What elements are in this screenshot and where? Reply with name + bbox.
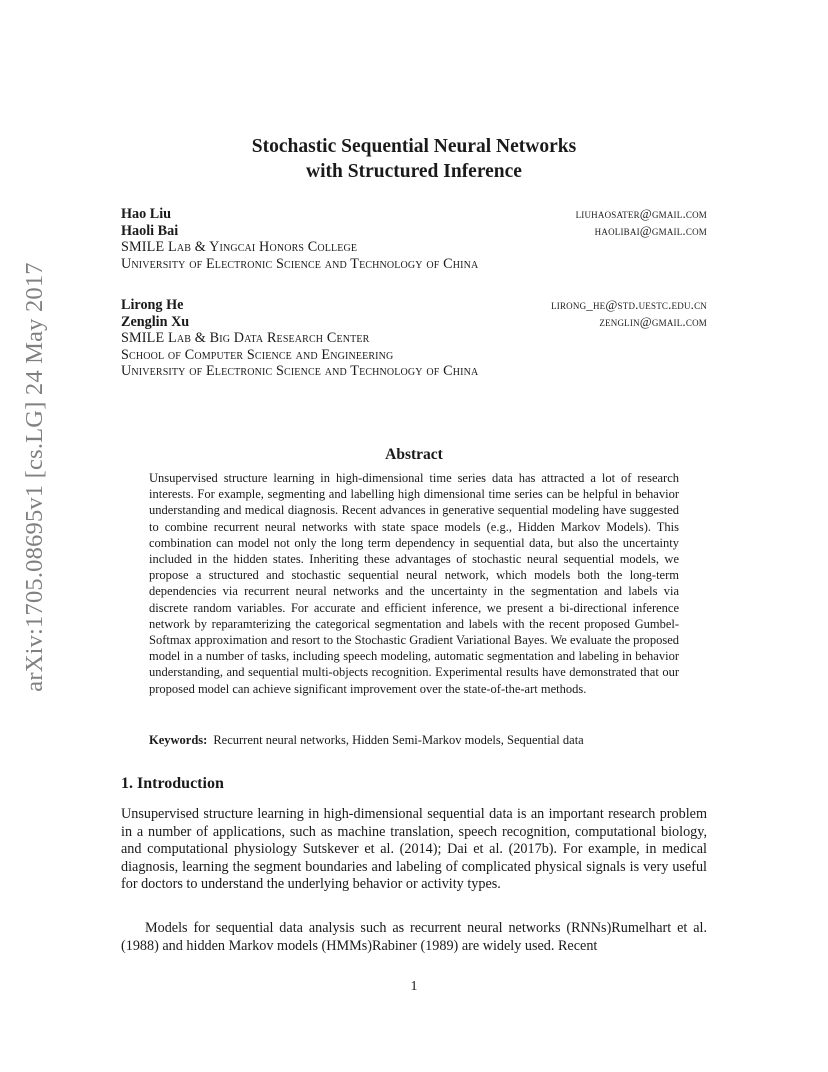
abstract-heading: Abstract — [385, 446, 443, 463]
title-line-2: with Structured Inference — [306, 161, 522, 182]
author-email: lirong_he@std.uestc.edu.cn — [551, 297, 707, 312]
affiliation-line: SMILE Lab & Big Data Research Center — [121, 330, 370, 347]
author-email: zenglin@gmail.com — [599, 313, 707, 329]
author-row — [121, 223, 707, 240]
arxiv-identifier: arXiv:1705.08695v1 [cs.LG] 24 May 2017 — [21, 262, 48, 692]
title-line-1: Stochastic Sequential Neural Networks — [251, 136, 577, 157]
author-row — [121, 206, 707, 223]
author-name: Hao Liu — [121, 206, 172, 222]
author-group-1 — [121, 206, 707, 272]
author-row — [121, 297, 707, 314]
author-row — [121, 314, 707, 331]
keywords-label: Keywords: — [149, 733, 208, 747]
affiliation-line: School of Computer Science and Engineering — [121, 346, 394, 363]
author-name: Lirong He — [121, 297, 184, 313]
author-name: Haoli Bai — [121, 222, 179, 239]
arxiv-sidebar — [17, 262, 53, 692]
section-heading-introduction: 1. Introduction — [121, 775, 224, 792]
affiliation-line: University of Electronic Science and Technology of China — [121, 363, 479, 380]
body-paragraph: Unsupervised structure learning in high-dimensional sequential data is an important research problem in a number of applications, such as machine translation, speech recognition, computational biology, and computational physiology Sutskever et al. (2014); Dai et al. (2017b). For example, in medical diagnosis, learning the segment boundaries and labeling of complicated physical signals is very useful for doctors to understand the underlying behavior or activity types. — [121, 806, 707, 892]
abstract-text: Unsupervised structure learning in high-dimensional time series data has attracted a lot of research interests. For example, segmenting and labelling high dimensional time series can be helpful in behavior understanding and medical diagnosis. Recent advances in generative sequential modeling have suggested to combine recurrent neural networks with state space models (e.g., Hidden Markov Models). This combination can model not only the long term dependency in sequential data, but also the uncertainty included in the hidden states. Inheriting these advantages of stochastic neural sequential models, we propose a structured and stochastic sequential neural network, which models both the long-term dependencies via recurrent neural networks and the uncertainty in the segmentation and labels via discrete random variables. For accurate and efficient inference, we present a bi-directional inference network by reparamterizing the categorical segmentation and labels with the recent proposed Gumbel-Softmax approximation and resort to the Stochastic Gradient Variational Bayes. We evaluate the proposed model in a number of tasks, including speech modeling, automatic segmentation and labeling in behavior understanding, and sequential multi-objects recognition. Experimental results have demonstrated that our proposed model can achieve significant improvement over the state-of-the-art methods. — [149, 471, 679, 696]
author-email: haolibai@gmail.com — [594, 222, 707, 238]
author-email: liuhaosater@gmail.com — [575, 206, 707, 221]
keywords-text: Recurrent neural networks, Hidden Semi-Markov models, Sequential data — [213, 733, 584, 747]
author-group-2 — [121, 297, 707, 380]
affiliation-line: SMILE Lab & Yingcai Honors College — [121, 239, 358, 256]
affiliation-line: University of Electronic Science and Technology of China — [121, 255, 479, 272]
keywords — [149, 733, 689, 748]
paper-title — [120, 134, 708, 184]
body-paragraph: Models for sequential data analysis such as recurrent neural networks (RNNs)Rumelhart et al. (1988) and hidden Markov models (HMMs)Rabiner (1989) are widely used. Recent — [121, 920, 707, 954]
author-name: Zenglin Xu — [121, 313, 190, 330]
page-number: 1 — [410, 979, 418, 994]
